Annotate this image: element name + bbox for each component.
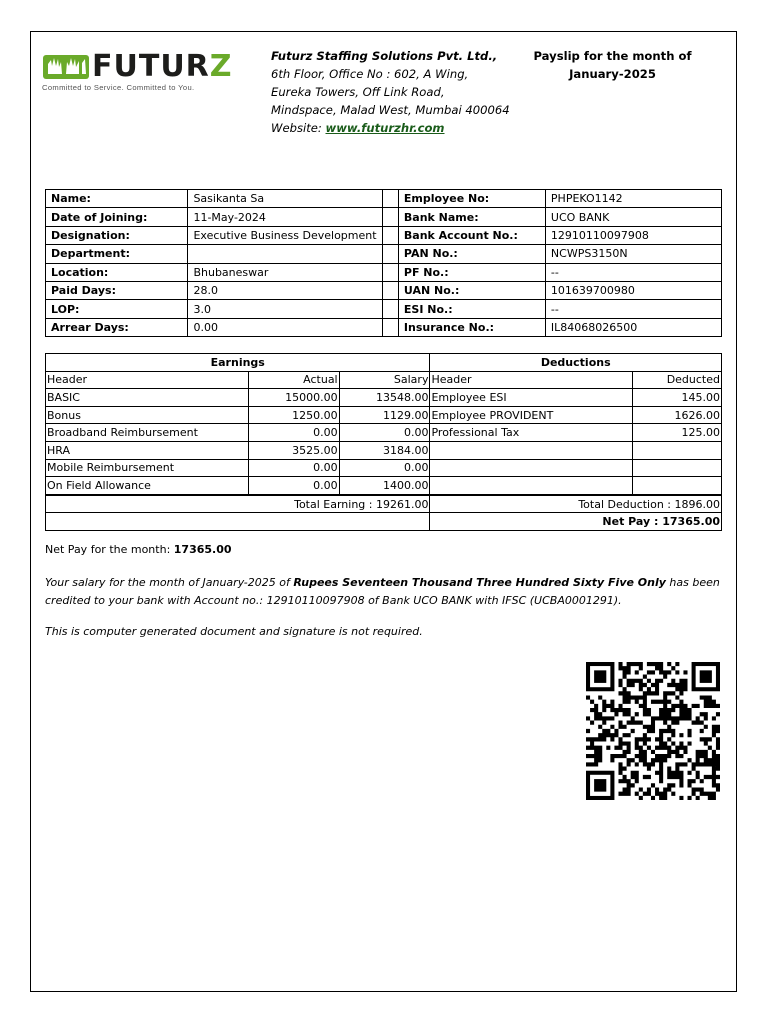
- deduction-amount: 125.00: [633, 424, 722, 442]
- info-gap: [382, 281, 398, 299]
- info-gap: [382, 318, 398, 336]
- earning-header: HRA: [46, 441, 249, 459]
- credit-note-part1: Your salary for the month of January-2025 of: [45, 576, 294, 589]
- payslip-title: [530, 47, 695, 83]
- deduction-header: Employee PROVIDENT: [430, 406, 633, 424]
- info-value: 0.00: [188, 318, 382, 336]
- amount-in-words: Rupees Seventeen Thousand Three Hundred Sixty Five Only: [293, 576, 666, 589]
- earnings-actual-col: Actual: [248, 371, 339, 389]
- info-label: Arrear Days:: [46, 318, 188, 336]
- earning-actual: 0.00: [248, 424, 339, 442]
- deductions-deducted-col: Deducted: [633, 371, 722, 389]
- info-label: Date of Joining:: [46, 208, 188, 226]
- info-value: 101639700980: [545, 281, 721, 299]
- net-pay-summary: [45, 543, 232, 556]
- deduction-header: [430, 477, 633, 495]
- website-row: [271, 119, 521, 137]
- table-row: [46, 424, 722, 442]
- company-logo: [42, 49, 247, 94]
- net-pay-blank: [46, 513, 430, 531]
- earning-header: BASIC: [46, 389, 249, 407]
- deduction-header: Professional Tax: [430, 424, 633, 442]
- deduction-header: [430, 459, 633, 477]
- earning-header: Mobile Reimbursement: [46, 459, 249, 477]
- net-pay-label: Net Pay for the month:: [45, 543, 171, 556]
- info-label: ESI No.:: [398, 300, 545, 318]
- earning-salary: 0.00: [339, 459, 430, 477]
- info-gap: [382, 208, 398, 226]
- table-row: [46, 441, 722, 459]
- info-label: Bank Name:: [398, 208, 545, 226]
- info-label: Paid Days:: [46, 281, 188, 299]
- qr-code-icon: [586, 662, 720, 800]
- info-value: Bhubaneswar: [188, 263, 382, 281]
- info-label: Location:: [46, 263, 188, 281]
- deduction-amount: 145.00: [633, 389, 722, 407]
- info-row: [46, 245, 722, 263]
- net-pay-row: [46, 513, 722, 531]
- deduction-amount: [633, 477, 722, 495]
- info-row: [46, 318, 722, 336]
- info-value: --: [545, 263, 721, 281]
- earnings-salary-col: Salary: [339, 371, 430, 389]
- earning-header: Bonus: [46, 406, 249, 424]
- info-value: UCO BANK: [545, 208, 721, 226]
- earning-header: Broadband Reimbursement: [46, 424, 249, 442]
- earning-actual: 15000.00: [248, 389, 339, 407]
- deduction-amount: 1626.00: [633, 406, 722, 424]
- info-value: [188, 245, 382, 263]
- info-label: PF No.:: [398, 263, 545, 281]
- info-label: Bank Account No.:: [398, 226, 545, 244]
- website-label: Website:: [271, 121, 322, 135]
- earning-actual: 1250.00: [248, 406, 339, 424]
- employee-info-table: [45, 189, 722, 337]
- earning-salary: 3184.00: [339, 441, 430, 459]
- payslip-title-text: Payslip for the month of: [533, 49, 692, 63]
- earning-salary: 13548.00: [339, 389, 430, 407]
- earnings-header-col: Header: [46, 371, 249, 389]
- earning-actual: 0.00: [248, 459, 339, 477]
- deduction-amount: [633, 459, 722, 477]
- earnings-title: Earnings: [46, 354, 430, 372]
- deduction-header: [430, 441, 633, 459]
- net-pay-value: 17365.00: [173, 543, 232, 556]
- info-row: [46, 226, 722, 244]
- logo-wordmark: FUTURZ: [92, 49, 233, 84]
- salary-credit-note: [45, 574, 725, 610]
- total-deduction: Total Deduction : 1896.00: [430, 495, 722, 513]
- info-label: Insurance No.:: [398, 318, 545, 336]
- deductions-title: Deductions: [430, 354, 722, 372]
- earnings-deductions-table: [45, 353, 722, 531]
- info-gap: [382, 245, 398, 263]
- info-gap: [382, 190, 398, 208]
- table-row: [46, 406, 722, 424]
- company-name: Futurz Staffing Solutions Pvt. Ltd.,: [271, 49, 498, 63]
- payslip-month: January-2025: [569, 67, 656, 81]
- info-gap: [382, 300, 398, 318]
- credit-note-part2: has been credited to your bank with Account no.: 12910110097908 of Bank UCO BANK with IFSC (UCBA0001291).: [45, 576, 720, 607]
- info-value: --: [545, 300, 721, 318]
- column-header-row: [46, 371, 722, 389]
- deduction-amount: [633, 441, 722, 459]
- section-title-row: [46, 354, 722, 372]
- info-value: 11-May-2024: [188, 208, 382, 226]
- earning-salary: 0.00: [339, 424, 430, 442]
- earning-salary: 1129.00: [339, 406, 430, 424]
- info-row: [46, 208, 722, 226]
- info-label: LOP:: [46, 300, 188, 318]
- company-address-block: [271, 47, 521, 137]
- hands-logo-icon: [42, 52, 90, 82]
- info-value: IL84068026500: [545, 318, 721, 336]
- info-row: [46, 300, 722, 318]
- address-line: Mindspace, Malad West, Mumbai 400064: [271, 103, 510, 117]
- info-value: Sasikanta Sa: [188, 190, 382, 208]
- info-label: Designation:: [46, 226, 188, 244]
- info-label: Employee No:: [398, 190, 545, 208]
- table-row: [46, 389, 722, 407]
- earning-header: On Field Allowance: [46, 477, 249, 495]
- info-value: 12910110097908: [545, 226, 721, 244]
- table-row: [46, 459, 722, 477]
- net-pay-total: Net Pay : 17365.00: [430, 513, 722, 531]
- deductions-header-col: Header: [430, 371, 633, 389]
- address-line: 6th Floor, Office No : 602, A Wing,: [271, 67, 469, 81]
- info-value: PHPEKO1142: [545, 190, 721, 208]
- info-label: PAN No.:: [398, 245, 545, 263]
- info-label: UAN No.:: [398, 281, 545, 299]
- deduction-header: Employee ESI: [430, 389, 633, 407]
- info-label: Name:: [46, 190, 188, 208]
- info-gap: [382, 226, 398, 244]
- earning-salary: 1400.00: [339, 477, 430, 495]
- logo-tagline: Committed to Service. Committed to You.: [42, 83, 195, 92]
- info-row: [46, 263, 722, 281]
- info-value: Executive Business Development: [188, 226, 382, 244]
- info-value: NCWPS3150N: [545, 245, 721, 263]
- address-line: Eureka Towers, Off Link Road,: [271, 85, 445, 99]
- earning-actual: 3525.00: [248, 441, 339, 459]
- footer-note: This is computer generated document and signature is not required.: [45, 625, 423, 638]
- total-earning: Total Earning : 19261.00: [46, 495, 430, 513]
- earning-actual: 0.00: [248, 477, 339, 495]
- table-row: [46, 477, 722, 495]
- info-gap: [382, 263, 398, 281]
- website-link[interactable]: www.futurzhr.com: [325, 121, 445, 135]
- info-value: 28.0: [188, 281, 382, 299]
- info-value: 3.0: [188, 300, 382, 318]
- info-row: [46, 281, 722, 299]
- info-label: Department:: [46, 245, 188, 263]
- totals-row: [46, 495, 722, 513]
- info-row: [46, 190, 722, 208]
